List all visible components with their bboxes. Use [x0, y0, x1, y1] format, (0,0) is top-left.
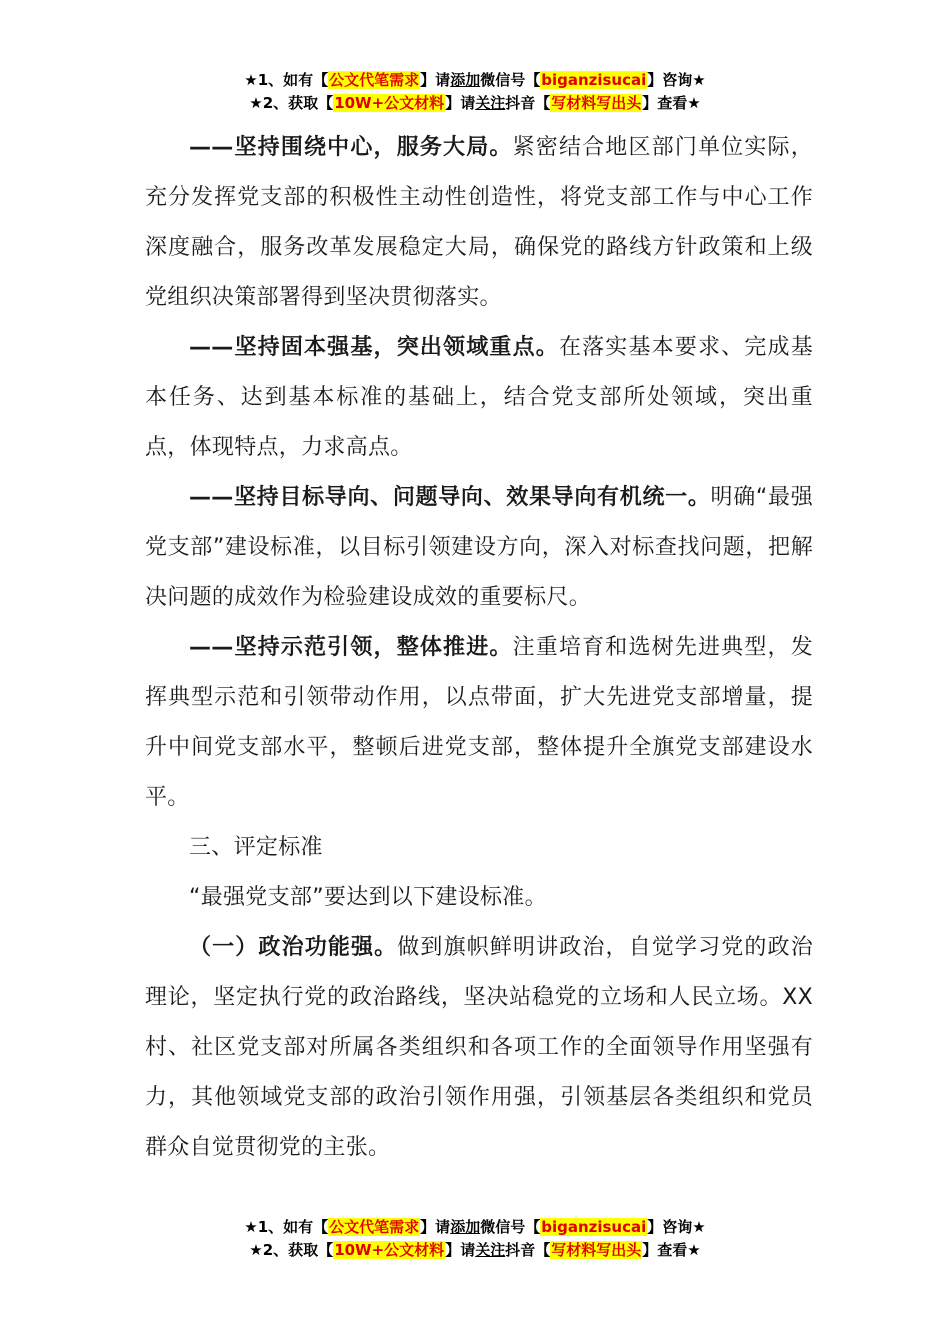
banner-text: 】查看★	[642, 1241, 701, 1259]
banner-text: 微信号【	[480, 71, 541, 89]
banner-text: 抖音【	[505, 94, 551, 112]
paragraph-standard-1	[145, 923, 813, 1173]
banner-text: 抖音【	[505, 1241, 551, 1259]
section-heading-text: 三、评定标准	[189, 835, 323, 860]
banner-line-2	[0, 1239, 950, 1262]
banner-text: ★1、如有【	[244, 71, 329, 89]
banner-emphasis: 添加	[450, 71, 481, 89]
paragraph-text: 紧密结合地区部门单位实际，充分发挥党支部的积极性主动性创造性，将党支部工作与中心工作深度融合，服务改革发展稳定大局，确保党的路线方针政策和上级党组织决策部署得到坚决贯彻落实。	[145, 135, 814, 310]
paragraph-text: 在落实基本要求、完成基本任务、达到基本标准的基础上，结合党支部所处领域，突出重点，体现特点，力求高点。	[145, 335, 813, 460]
banner-text: 】查看★	[642, 94, 701, 112]
banner-line-1	[0, 1216, 950, 1239]
banner-line-2	[0, 92, 950, 115]
banner-text: ★1、如有【	[244, 1218, 329, 1236]
paragraph-text: “最强党支部”要达到以下建设标准。	[189, 885, 547, 910]
banner-emphasis: 关注	[475, 1241, 506, 1259]
footer-banner	[0, 1216, 950, 1262]
paragraph-text: 注重培育和选树先进典型，发挥典型示范和引领带动作用，以点带面，扩大先进党支部增量，提升中间党支部水平，整顿后进党支部，整体提升全旗党支部建设水平。	[145, 635, 814, 810]
banner-text: 】咨询★	[647, 1218, 706, 1236]
banner-text: 】咨询★	[647, 71, 706, 89]
paragraph-principle-2	[145, 323, 813, 473]
banner-highlight: 公文代笔需求	[329, 71, 420, 89]
banner-highlight: 写材料写出头	[551, 94, 642, 112]
section-heading	[145, 823, 813, 873]
paragraph-lead: （一）政治功能强。	[189, 935, 398, 960]
banner-highlight: 10W+公文材料	[334, 94, 445, 112]
banner-highlight: biganzisucai	[541, 71, 647, 89]
paragraph-lead: ——坚持目标导向、问题导向、效果导向有机统一。	[189, 485, 711, 510]
banner-highlight: 公文代笔需求	[329, 1218, 420, 1236]
paragraph-lead: ——坚持固本强基，突出领域重点。	[189, 335, 559, 360]
banner-text: ★2、获取【	[249, 94, 334, 112]
paragraph-principle-4	[145, 623, 813, 823]
document-body	[145, 123, 813, 1173]
paragraph-lead: ——坚持围绕中心，服务大局。	[189, 135, 513, 160]
paragraph-principle-1	[145, 123, 813, 323]
banner-highlight: 10W+公文材料	[334, 1241, 445, 1259]
banner-highlight: 写材料写出头	[551, 1241, 642, 1259]
banner-text: ★2、获取【	[249, 1241, 334, 1259]
banner-text: 微信号【	[480, 1218, 541, 1236]
banner-text: 】请	[445, 94, 476, 112]
banner-highlight: biganzisucai	[541, 1218, 647, 1236]
paragraph-lead: ——坚持示范引领，整体推进。	[189, 635, 513, 660]
banner-text: 】请	[420, 71, 451, 89]
paragraph-intro	[145, 873, 813, 923]
paragraph-text: 做到旗帜鲜明讲政治，自觉学习党的政治理论，坚定执行党的政治路线，坚决站稳党的立场和人民立场。XX村、社区党支部对所属各类组织和各项工作的全面领导作用坚强有力，其他领域党支部的政治引领作用强，引领基层各类组织和党员群众自觉贯彻党的主张。	[145, 935, 813, 1160]
banner-line-1	[0, 69, 950, 92]
paragraph-principle-3	[145, 473, 813, 623]
paragraph-text: 明确“最强党支部”建设标准，以目标引领建设方向，深入对标查找问题，把解决问题的成效作为检验建设成效的重要标尺。	[145, 485, 813, 610]
header-banner	[0, 69, 950, 115]
banner-text: 】请	[445, 1241, 476, 1259]
banner-text: 】请	[420, 1218, 451, 1236]
banner-emphasis: 添加	[450, 1218, 481, 1236]
banner-emphasis: 关注	[475, 94, 506, 112]
